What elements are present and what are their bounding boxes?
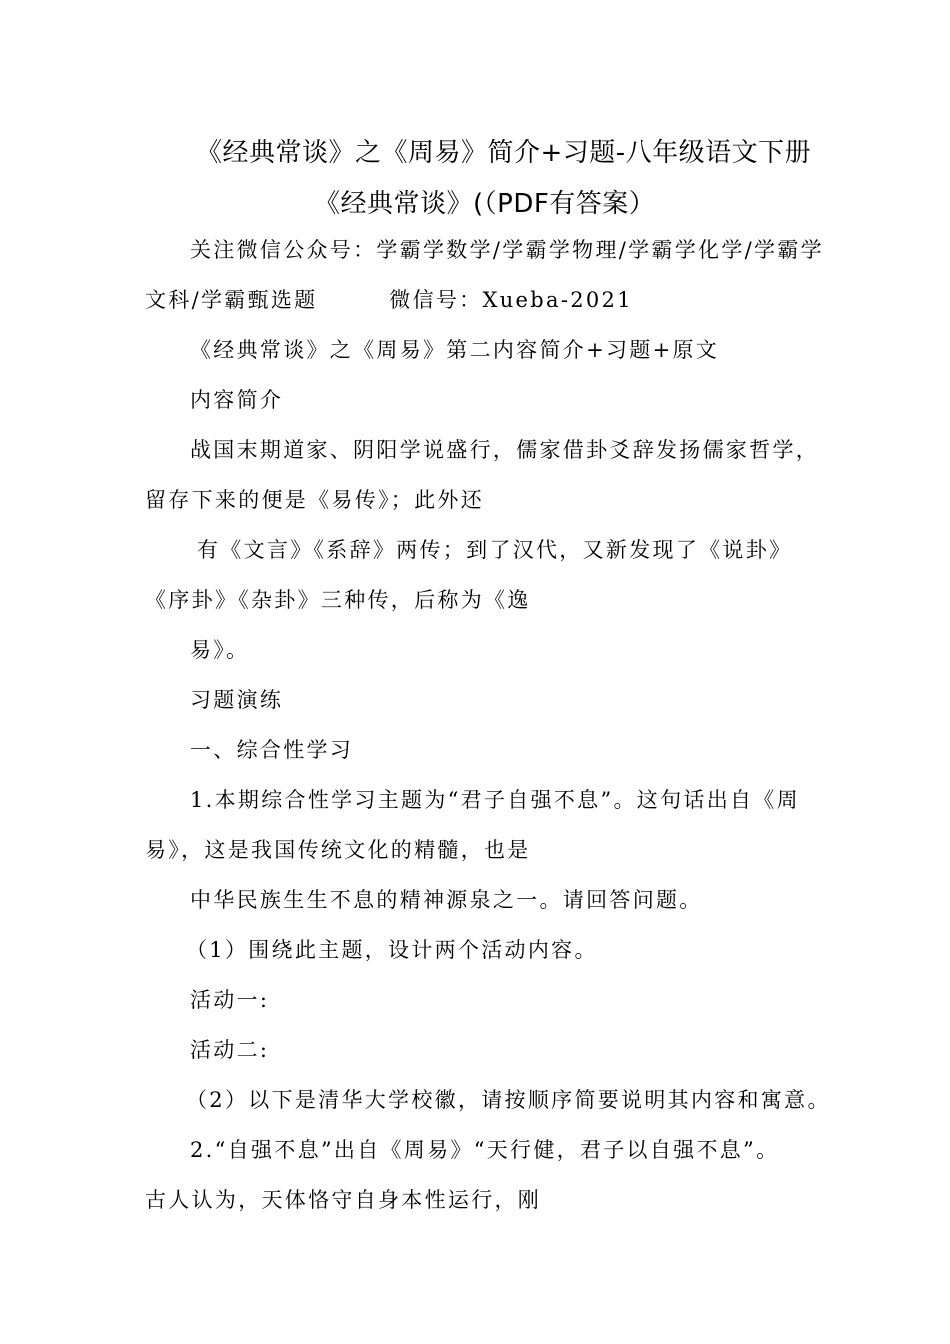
question-1-line2: 易》，这是我国传统文化的精髓，也是 [145, 838, 531, 862]
intro-paragraph-2-line1: 有《文言》《系辞》两传；到了汉代，又新发现了《说卦》 [197, 538, 793, 562]
wechat-info-line1: 关注微信公众号：学霸学数学/学霸学物理/学霸学化学/学霸学 [190, 238, 824, 262]
question-1-subquestion-2: （2）以下是清华大学校徽，请按顺序简要说明其内容和寓意。 [186, 1088, 831, 1112]
activity-2-label: 活动二: [190, 1038, 270, 1062]
question-2-line1: 2.“自强不息”出自《周易》“天行健，君子以自强不息”。 [190, 1138, 780, 1162]
document-title-line1: 《经典常谈》之《周易》简介+习题-八年级语文下册 [196, 138, 812, 168]
question-1-line1: 1.本期综合性学习主题为“君子自强不息”。这句话出自《周 [190, 788, 800, 812]
subtitle: 《经典常谈》之《周易》第二内容简介+习题+原文 [190, 338, 720, 362]
intro-paragraph-3: 易》。 [190, 638, 250, 662]
document-title-line2: 《经典常谈》(（PDF有答案） [314, 189, 656, 219]
question-2-line2: 古人认为，天体恪守自身本性运行，刚 [145, 1188, 542, 1212]
wechat-info-line2: 文科/学霸甄选题 微信号：Xueba-2021 [145, 288, 633, 312]
question-1-subquestion-1: （1）围绕此主题，设计两个活动内容。 [186, 938, 598, 962]
intro-paragraph-1-line2: 留存下来的便是《易传》；此外还 [145, 488, 484, 512]
activity-1-label: 活动一: [190, 988, 270, 1012]
section-heading-intro: 内容简介 [190, 388, 284, 412]
part-one-heading: 一、综合性学习 [190, 738, 354, 762]
intro-paragraph-1-line1: 战国末期道家、阴阳学说盛行，儒家借卦爻辞发扬儒家哲学， [190, 438, 820, 462]
question-1-line3: 中华民族生生不息的精神源泉之一。请回答问题。 [190, 888, 703, 912]
section-heading-exercises: 习题演练 [190, 688, 284, 712]
intro-paragraph-2-line2: 《序卦》《杂卦》三种传，后称为《逸 [145, 588, 531, 612]
